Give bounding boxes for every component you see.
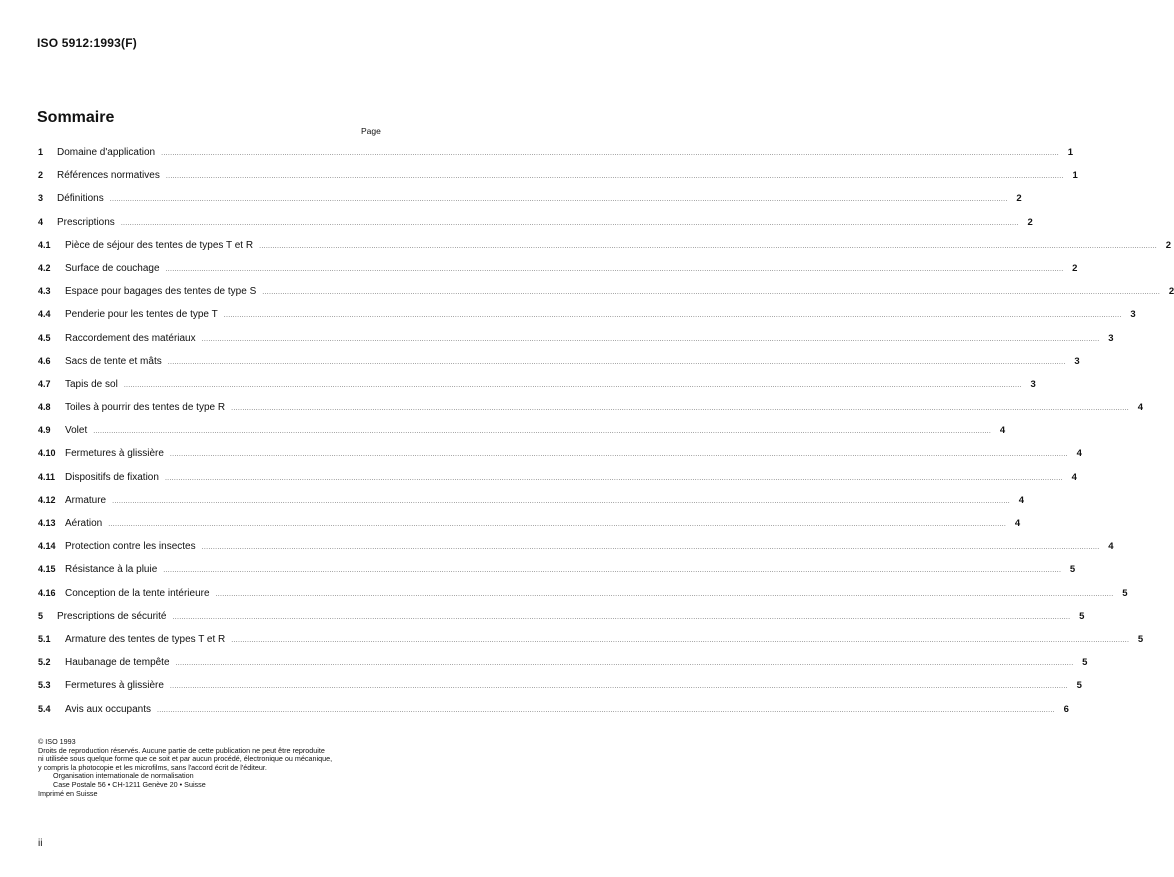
toc-entry-page: 5 [1069,564,1076,576]
toc-entry-label: Fermetures à glissière [65,448,164,460]
organisation-name: Organisation internationale de normalisation [53,771,194,781]
toc-entry-page: 4 [1018,494,1025,506]
toc-entry[interactable] [38,442,1082,465]
toc-entry[interactable] [38,698,1069,721]
copyright-line: © ISO 1993 [38,737,76,746]
toc-leader-dots: ................................................................................................................................................................................................................................................................................................................................................................................................................ [201,335,1100,343]
toc-leader-dots: ................................................................................................................................................................................................................................................................................................................................................................................................................ [109,196,1008,204]
toc-entry-label: Pièce de séjour des tentes de types T et R [65,239,254,251]
toc-leader-dots: ................................................................................................................................................................................................................................................................................................................................................................................................................ [262,289,1161,297]
toc-entry[interactable] [38,164,1078,187]
toc-entry[interactable] [38,350,1080,373]
toc-entry-label: Prescriptions de sécurité [57,610,167,622]
toc-entry[interactable] [38,628,1144,651]
toc-entry[interactable] [38,651,1088,674]
toc-entry-label: Armature [65,494,107,506]
toc-entry-number: 4.16 [38,587,56,598]
toc-entry[interactable] [38,489,1025,512]
toc-entry-label: Résistance à la pluie [65,564,158,576]
toc-entry-number: 5.2 [38,657,51,668]
copyright-line: y compris la photocopie et les microfilms, sans l'accord écrit de l'éditeur. [38,762,267,772]
toc-entry-label: Toiles à pourrir des tentes de type R [65,402,226,414]
toc-entry[interactable] [38,605,1085,628]
toc-leader-dots: ................................................................................................................................................................................................................................................................................................................................................................................................................ [123,381,1022,389]
toc-entry-number: 4.8 [38,402,51,413]
toc-entry[interactable] [38,419,1006,442]
toc-entry-label: Penderie pour les tentes de type T [65,309,218,321]
printed-in: Imprimé en Suisse [38,788,98,798]
toc-entry-number: 4.12 [38,494,56,505]
toc-entry-number: 4.4 [38,309,51,320]
toc-entry-label: Armature des tentes de types T et R [65,633,226,645]
toc-entry-number: 4.6 [38,355,51,366]
toc-entry-number: 4.2 [38,262,51,273]
toc-leader-dots: ................................................................................................................................................................................................................................................................................................................................................................................................................ [259,242,1158,250]
toc-entry[interactable] [38,396,1144,419]
toc-entry-page: 6 [1063,703,1069,715]
toc-leader-dots: ................................................................................................................................................................................................................................................................................................................................................................................................................ [201,544,1100,552]
toc-entry[interactable] [38,558,1076,581]
toc-entry-page: 5 [1122,587,1128,599]
copyright-line: Droits de reproduction réservés. Aucune partie de cette publication ne peut être reproduite [38,745,325,755]
toc-entry[interactable] [38,512,1021,535]
toc-leader-dots: ................................................................................................................................................................................................................................................................................................................................................................................................................ [231,636,1130,644]
toc-entry[interactable] [38,535,1114,558]
toc-entry-number: 5 [38,610,44,621]
toc-entry-label: Espace pour bagages des tentes de type S [65,286,257,298]
toc-entry-page: 2 [1016,193,1022,205]
toc-entry-page: 4 [1137,402,1144,414]
toc-entry[interactable] [38,327,1114,350]
toc-entry-number: 4.3 [38,286,51,297]
toc-entry-label: Raccordement des matériaux [65,332,196,344]
toc-entry[interactable] [38,280,1174,303]
toc-leader-dots: ................................................................................................................................................................................................................................................................................................................................................................................................................ [165,265,1064,273]
toc-entry-number: 5.4 [38,703,51,714]
toc-leader-dots: ................................................................................................................................................................................................................................................................................................................................................................................................................ [93,428,992,436]
toc-entry-label: Fermetures à glissière [65,680,164,692]
toc-entry-label: Volet [65,425,88,437]
toc-entry-number: 5.3 [38,680,51,691]
toc-entry-page: 2 [1168,286,1174,298]
toc-entry-number: 4.13 [38,518,56,528]
toc-entry-number: 4.7 [38,378,51,389]
toc-leader-dots: ................................................................................................................................................................................................................................................................................................................................................................................................................ [169,451,1068,459]
toc-entry-page: 4 [1108,541,1114,553]
toc-entry-page: 4 [1014,518,1021,529]
toc-entry-page: 4 [999,425,1006,437]
toc-entry[interactable] [38,187,1022,210]
organisation-address: Case Postale 56 • CH-1211 Genève 20 • Suisse [53,779,206,789]
toc-leader-dots: ................................................................................................................................................................................................................................................................................................................................................................................................................ [163,567,1062,575]
toc-entry-number: 2 [38,170,44,181]
toc-entry-page: 3 [1074,355,1080,367]
toc-entry-page: 4 [1071,471,1077,483]
toc-entry-number: 5.1 [38,633,51,644]
copyright-line: ni utilisée sous quelque forme que ce soit et par aucun procédé, électronique ou mécanique, [38,754,333,764]
toc-leader-dots: ................................................................................................................................................................................................................................................................................................................................................................................................................ [112,497,1011,505]
toc-entry-page: 1 [1067,147,1074,158]
toc-entry-label: Sacs de tente et mâts [65,355,162,367]
toc-entry-label: Aération [65,518,103,529]
toc-entry-label: Tapis de sol [65,378,118,390]
toc-entry-number: 4.10 [38,448,56,459]
toc-entry-number: 4 [38,216,44,227]
toc-leader-dots: ................................................................................................................................................................................................................................................................................................................................................................................................................ [161,150,1060,157]
toc-entry-page: 3 [1130,309,1136,321]
toc-leader-dots: ................................................................................................................................................................................................................................................................................................................................................................................................................ [120,219,1019,227]
toc-entry-page: 3 [1108,332,1114,344]
toc-entry-number: 4.1 [38,239,51,250]
toc-leader-dots: ................................................................................................................................................................................................................................................................................................................................................................................................................ [165,173,1064,181]
toc-entry-label: Références normatives [57,170,160,182]
toc-entry[interactable] [38,257,1078,280]
toc-entry-page: 5 [1076,680,1082,692]
toc-entry-page: 2 [1072,262,1078,274]
toc-leader-dots: ................................................................................................................................................................................................................................................................................................................................................................................................................ [172,613,1071,621]
toc-entry-label: Prescriptions [57,216,115,228]
toc-entry-number: 4.5 [38,332,51,343]
page-column-heading: Page [361,126,381,136]
toc-entry-number: 4.11 [38,471,56,482]
toc-entry-label: Surface de couchage [65,262,160,274]
toc-leader-dots: ................................................................................................................................................................................................................................................................................................................................................................................................................ [175,660,1074,668]
toc-entry-number: 1 [38,147,44,157]
toc-entry-label: Conception de la tente intérieure [65,587,210,599]
toc-entry[interactable] [38,582,1128,605]
toc-entry-label: Avis aux occupants [65,703,151,715]
toc-leader-dots: ................................................................................................................................................................................................................................................................................................................................................................................................................ [156,706,1055,714]
document-id: ISO 5912:1993(F) [37,36,137,50]
toc-entry-label: Haubanage de tempête [65,657,170,669]
toc-leader-dots: ................................................................................................................................................................................................................................................................................................................................................................................................................ [167,358,1066,366]
toc-leader-dots: ................................................................................................................................................................................................................................................................................................................................................................................................................ [215,590,1114,598]
toc-entry-page: 2 [1165,239,1172,251]
toc-entry[interactable] [38,141,1074,164]
toc-entry-label: Protection contre les insectes [65,541,196,553]
toc-leader-dots: ................................................................................................................................................................................................................................................................................................................................................................................................................ [169,683,1068,691]
toc-entry-page: 2 [1027,216,1033,228]
toc-leader-dots: ................................................................................................................................................................................................................................................................................................................................................................................................................ [231,405,1130,413]
toc-entry-page: 5 [1137,633,1144,645]
toc-leader-dots: ................................................................................................................................................................................................................................................................................................................................................................................................................ [223,312,1122,320]
page-number: ii [38,838,43,849]
toc-entry-page: 5 [1082,657,1088,669]
toc-leader-dots: ................................................................................................................................................................................................................................................................................................................................................................................................................ [108,521,1007,528]
copyright-notice [38,738,388,798]
toc-entry[interactable] [38,211,1033,234]
toc-entry-label: Domaine d'application [57,147,156,158]
toc-entry[interactable] [38,373,1036,396]
toc-entry-number: 4.15 [38,564,56,575]
toc-entry-page: 3 [1030,378,1036,390]
page-title: Sommaire [37,109,115,126]
toc-entry[interactable] [38,303,1136,326]
toc-entry-number: 3 [38,193,44,204]
toc-entry-label: Dispositifs de fixation [65,471,159,483]
table-of-contents [38,141,1174,721]
toc-entry-page: 4 [1076,448,1082,460]
toc-entry-page: 5 [1079,610,1085,622]
toc-entry[interactable] [38,234,1172,257]
toc-entry-number: 4.14 [38,541,56,552]
toc-leader-dots: ................................................................................................................................................................................................................................................................................................................................................................................................................ [164,474,1063,482]
toc-entry-label: Définitions [57,193,104,205]
toc-entry[interactable] [38,466,1077,489]
toc-entry-number: 4.9 [38,425,51,436]
toc-entry[interactable] [38,674,1082,697]
toc-entry-page: 1 [1072,170,1078,182]
